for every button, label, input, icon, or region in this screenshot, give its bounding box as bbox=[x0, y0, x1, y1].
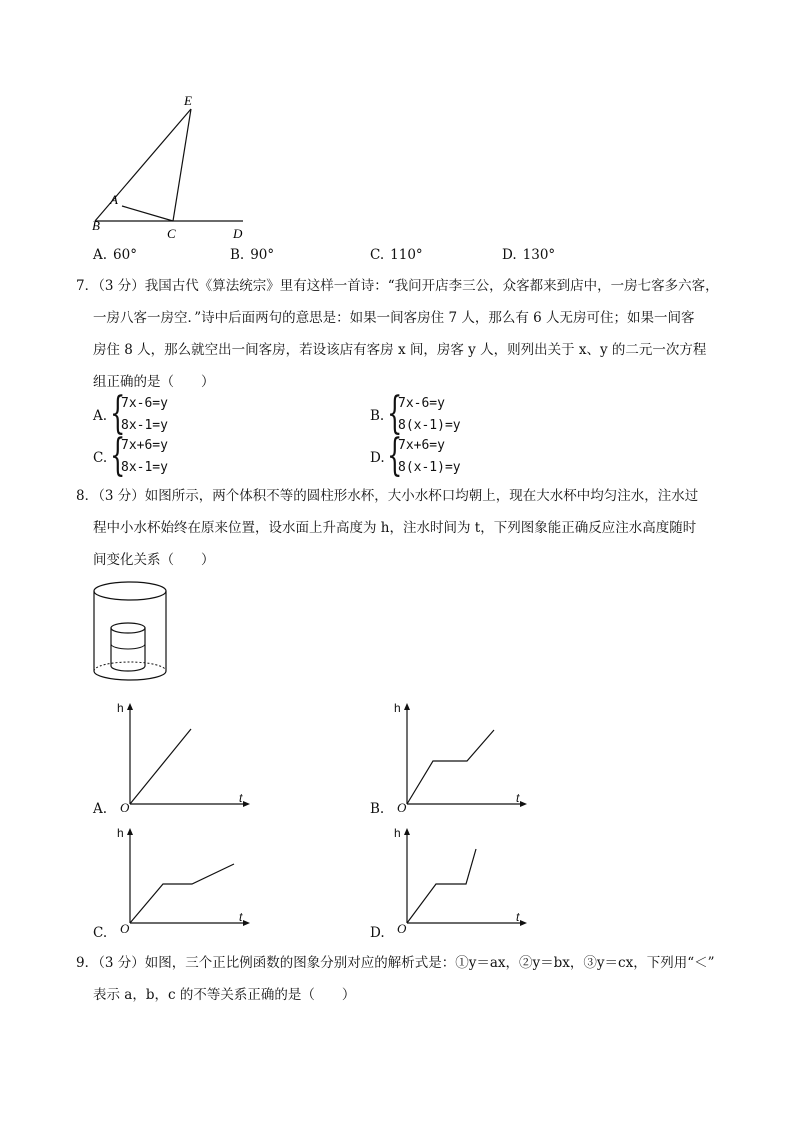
q7-line-2: 一房八客一房空．”诗中后面两句的意思是：如果一间客房住 7 人，那么有 6 人无房可住；如果一间客 bbox=[93, 310, 695, 326]
q9-number: 9． bbox=[76, 955, 99, 971]
graph-d bbox=[370, 825, 540, 945]
graph-a-line bbox=[130, 729, 191, 804]
label-a: A bbox=[110, 192, 118, 207]
q6-option-d[interactable]: D. 130° bbox=[502, 247, 556, 263]
q8-line-2: 程中小水杯始终在原来位置，设水面上升高度为 h，注水时间为 t，下列图象能正确反应注水高度随时 bbox=[93, 520, 697, 536]
q8-score: （3 分） bbox=[98, 488, 145, 504]
label-b: B bbox=[92, 218, 100, 233]
q6-triangle-figure bbox=[85, 88, 255, 238]
line-ce bbox=[173, 109, 191, 221]
q8-option-d[interactable]: h t O D. bbox=[370, 825, 540, 945]
brace-icon: { bbox=[110, 388, 126, 439]
label-c: C bbox=[167, 226, 176, 238]
graph-d-line bbox=[407, 849, 476, 923]
q9-score: （3 分） bbox=[98, 955, 145, 971]
q8-option-b[interactable]: h t O B. bbox=[370, 700, 540, 820]
q6-option-a[interactable]: A. 60° bbox=[93, 247, 137, 263]
q7-option-c[interactable]: C. { 7x+6=y 8x-1=y bbox=[93, 430, 168, 481]
graph-b-line bbox=[407, 730, 494, 804]
brace-icon: { bbox=[387, 388, 403, 439]
q8-number: 8． bbox=[76, 488, 99, 504]
q8-cups-figure bbox=[88, 580, 178, 690]
q7-line-4: 组正确的是（ ） bbox=[93, 374, 215, 390]
q7-line-3: 房住 8 人，那么就空出一间客房，若设该店有客房 x 间，房客 y 人，则列出关于 x、y 的二元一次方程 bbox=[93, 342, 707, 358]
brace-icon: { bbox=[110, 430, 126, 481]
graph-a bbox=[93, 700, 263, 820]
q9-line-2: 表示 a，b，c 的不等关系正确的是（ ） bbox=[93, 987, 356, 1003]
q7-option-a[interactable]: A. { 7x-6=y 8x-1=y bbox=[93, 388, 168, 439]
q9-line-1: 9．（3 分）如图，三个正比例函数的图象分别对应的解析式是：①y＝ax，②y＝bx，③y＝cx，下列用“＜” bbox=[76, 955, 715, 971]
q7-score: （3 分） bbox=[98, 278, 145, 294]
q7-number: 7． bbox=[76, 278, 99, 294]
graph-c bbox=[93, 825, 263, 945]
q8-line-3: 间变化关系（ ） bbox=[93, 552, 215, 568]
q6-option-c[interactable]: C. 110° bbox=[370, 247, 423, 263]
label-d: D bbox=[233, 226, 243, 238]
q8-line-1: 8．（3 分）如图所示，两个体积不等的圆柱形水杯，大小水杯口均朝上，现在大水杯中均匀注水，注水过 bbox=[76, 488, 699, 504]
brace-icon: { bbox=[387, 430, 403, 481]
q6-option-b[interactable]: B. 90° bbox=[230, 247, 275, 263]
q7-line-1: 7．（3 分）我国古代《算法统宗》里有这样一首诗：“我问开店李三公，众客都来到店中，一房七客多六客， bbox=[76, 278, 719, 294]
q8-option-a[interactable]: h t O A. bbox=[93, 700, 263, 820]
label-e: E bbox=[184, 93, 192, 108]
q7-option-d[interactable]: D. { 7x+6=y 8(x-1)=y bbox=[370, 430, 461, 481]
graph-b bbox=[370, 700, 540, 820]
q7-option-b[interactable]: B. { 7x-6=y 8(x-1)=y bbox=[370, 388, 461, 439]
graph-c-line bbox=[130, 864, 234, 923]
q8-option-c[interactable]: h t O C. bbox=[93, 825, 263, 945]
line-ac bbox=[122, 206, 173, 221]
